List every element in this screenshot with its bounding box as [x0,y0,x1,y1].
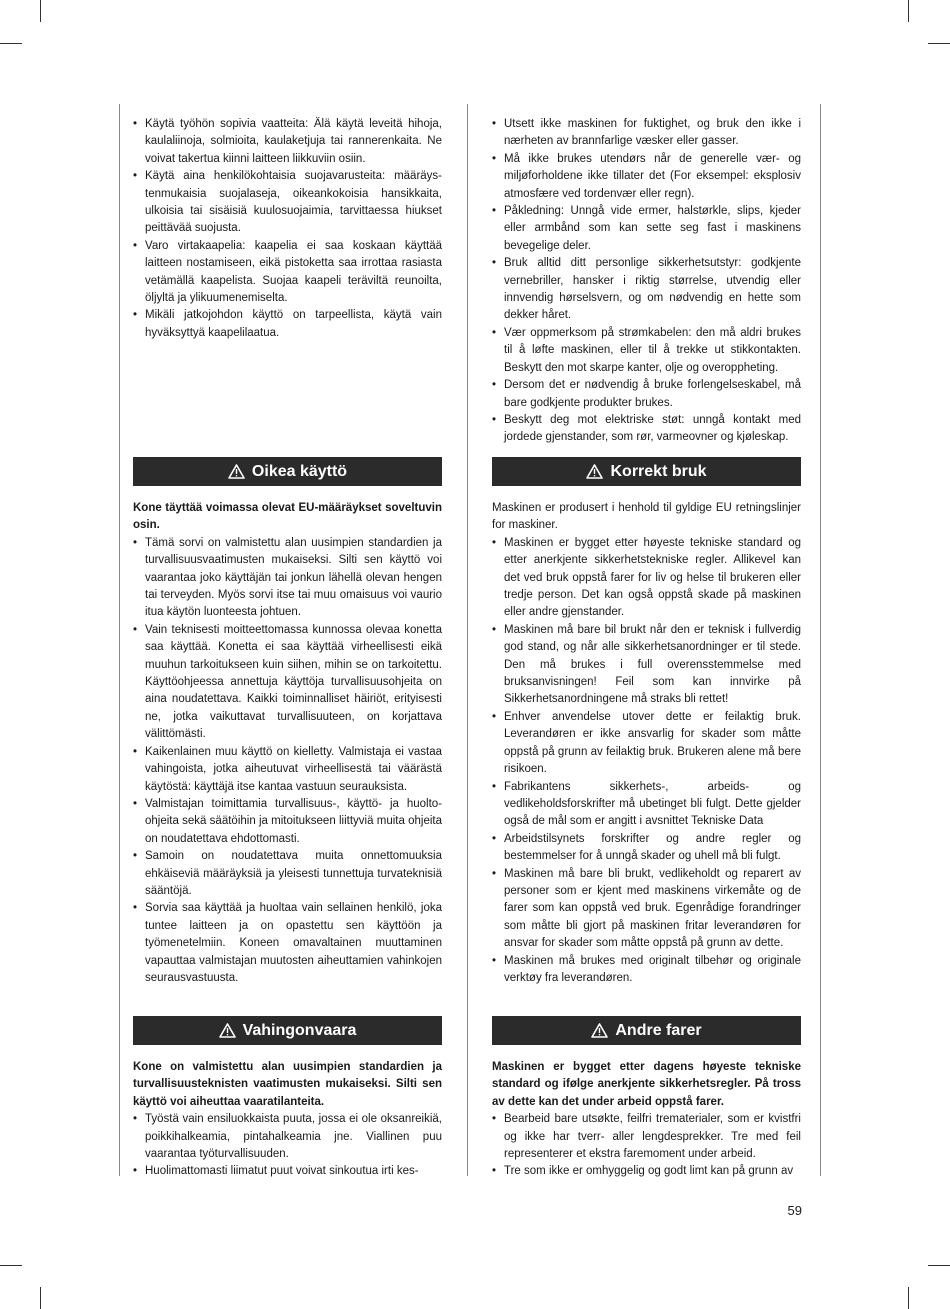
list-item: • Fabrikantens sikkerhets-, arbeids- og vedlikeholdsforskrifter må ubetinget bli fulgt. Dette gjelder også de mål som er angitt i avsnittet Tekniske Data [492,779,801,831]
section-list [133,1111,442,1181]
list-item: • Mikäli jatkojohdon käyttö on tarpeellista, käytä vain hyväksyttyä kaapelilaatua. [133,307,442,342]
list-item: • Varo virtakaapelia: kaapelia ei saa koskaan käyttää laitteen nostamiseen, eikä pistoketta saa irrottaa rasiasta vetämällä kaapelista. Suojaa kaapeli teräviltä reunoilta, öljyltä ja ylikuumenemiselta. [133,238,442,308]
list-item: • Käytä aina henkilökohtaisia suojavarusteita: määräys-tenmukaisia suojalaseja, oikeankokoisia hansikkaita, ulkoisia tai sisäisiä kuulosuojaimia, tarvittaessa hiukset peittävää suojusta. [133,168,442,238]
crop-mark [908,1287,909,1309]
list-item: • Utsett ikke maskinen for fuktighet, og bruk den ikke i nærheten av brannfarlige væsker eller gasser. [492,116,801,151]
list-item: • Sorvia saa käyttää ja huoltaa vain sellainen henkilö, joka tuntee laitteen ja on opastettu sen käyttöön ja työmenetelmiin. Koneen omavaltainen muuttaminen vapauttaa valmistajan muutosten aiheuttamien vahinkojen seurausvastuusta. [133,900,442,987]
column-rule [467,104,468,1176]
warning-triangle-icon [228,464,245,479]
section-banner-oikea-kaytto [133,457,442,486]
crop-mark [40,1287,41,1309]
list-item: • Påkledning: Unngå vide ermer, halstørkle, slips, kjeder eller armbånd som kan sette seg fast i maskinens bevegelige deler. [492,203,801,255]
section-banner-vahingonvaara [133,1016,442,1045]
list-item: • Käytä työhön sopivia vaatteita: Älä käytä leveitä hihoja, kaulaliinoja, solmioita, kaulaketjuja tai rannerenkaita. Ne voivat takertua kiinni laitteen liikkuviin osiin. [133,116,442,168]
list-item: • Dersom det er nødvendig å bruke forlengelseskabel, må bare godkjente produkter brukes. [492,377,801,412]
section-title: Vahingonvaara [242,1021,357,1039]
section-title: Andre farer [615,1021,702,1039]
right-column [492,0,801,1180]
section-list [492,535,801,988]
crop-mark [0,1265,22,1266]
section-banner-korrekt-bruk [492,457,801,486]
list-item: • Valmistajan toimittamia turvallisuus-, käyttö- ja huolto-ohjeita sekä säätöihin ja mitoitukseen liittyviä muita ohjeita on noudatettava ehdottomasti. [133,796,442,848]
list-item: • Må ikke brukes utendørs når de generelle vær- og miljøforholdene ikke tillater det (For eksempel: eksplosiv atmosfære ved tordenvær eller regn). [492,151,801,203]
crop-mark [928,43,950,44]
list-item: • Samoin on noudatettava muita onnettomuuksia ehkäiseviä määräyksiä ja yleisesti tunnettuja turvateknisiä sääntöjä. [133,848,442,900]
section-list [133,535,442,988]
list-item: • Tre som ikke er omhyggelig og godt limt kan på grunn av [492,1163,801,1180]
section-banner-andre-farer [492,1016,801,1045]
crop-mark [0,43,22,44]
column-rule [820,104,821,1176]
list-item: • Maskinen må bare bli brukt, vedlikeholdt og reparert av personer som er kjent med maskinens virkemåte og de farer som kan oppstå ved bruk. Egenrådige forandringer som måtte bli gjort på maskinen fritar leverandøren for ansvar for skader som måtte oppstå på grunn av dette. [492,866,801,953]
section-title: Korrekt bruk [610,462,707,480]
warning-triangle-icon [219,1023,236,1038]
right-intro-list [492,116,801,447]
left-section1-body [133,500,442,987]
list-item: • Kaikenlainen muu käyttö on kielletty. Valmistaja ei vastaa vahingoista, jotka aiheutuvat virheellisestä tai väärästä käytöstä: käyttäjä itse kantaa vastuun seurauksista. [133,744,442,796]
crop-mark [40,0,41,22]
right-section2-body [492,1059,801,1181]
left-column [133,0,442,1180]
list-item: • Beskytt deg mot elektriske støt: unngå kontakt med jordede gjenstander, som rør, varmeovner og kjøleskap. [492,412,801,447]
crop-mark [928,1265,950,1266]
right-section1-body [492,500,801,987]
warning-triangle-icon [586,464,603,479]
list-item: • Työstä vain ensiluokkaista puuta, jossa ei ole oksanreikiä, poikkihalkeamia, pintahalkeamia jne. Viallinen puu vaarantaa työturvallisuuden. [133,1111,442,1163]
column-rule [119,104,120,1176]
left-intro-list [133,116,442,342]
list-item: • Tämä sorvi on valmistettu alan uusimpien standardien ja turvallisuusvaatimusten mukaiseksi. Silti sen käyttö voi vaarantaa joko käyttäjän tai jonkun lähellä olevan hengen tai terveyden. Myös sorvi itse tai muu omaisuus voi vaurio itua käytön luonteesta johtuen. [133,535,442,622]
warning-triangle-icon [591,1023,608,1038]
list-item: • Huolimattomasti liimatut puut voivat sinkoutua irti kes- [133,1163,442,1180]
list-item: • Maskinen må brukes med originalt tilbehør og originale verktøy fra leverandøren. [492,953,801,988]
list-item: • Vain teknisesti moitteettomassa kunnossa olevaa konetta saa käyttää. Konetta ei saa käyttää virheellisesti eikä muuhun tarkoitukseen kuin siihen, mihin se on tarkoitettu. Käyttöohjeessa annettuja käyttöja turvallisuusohjeita on aina noudatettava. Kaikki toiminnalliset häiriöt, erityisesti ne, jotka vaikuttavat turvallisuuteen, on korjattava välittömästi. [133,622,442,744]
list-item: • Enhver anvendelse utover dette er feilaktig bruk. Leverandøren er ikke ansvarlig for skader som måtte oppstå på grunn av feilaktig bruk. Brukeren alene må bere risikoen. [492,709,801,779]
section-title: Oikea käyttö [251,462,348,480]
list-item: • Bruk alltid ditt personlige sikkerhetsutstyr: godkjente vernebriller, hansker i riktig størrelse, utvendig eller innvendig hørselsvern, og om nødvendig en hette som dekker håret. [492,255,801,325]
list-item: • Vær oppmerksom på strømkabelen: den må aldri brukes til å løfte maskinen, eller til å trekke ut stikkontakten. Beskytt den mot skarpe kanter, olje og overoppheting. [492,325,801,377]
section-lead: Kone täyttää voimassa olevat EU-määräykset soveltuvin osin. [133,502,442,532]
list-item: • Maskinen er bygget etter høyeste tekniske standard og etter anerkjente sikkerhetstekniske regler. Allikevel kan det ved bruk oppstå farer for liv og helse til brukeren eller tredje person. Det kan også oppstå skade på maskinen eller andre gjenstander. [492,535,801,622]
section-lead: Kone on valmistettu alan uusimpien standardien ja turvallisuusteknisten vaatimusten mukaiseksi. Silti sen käyttö voi aiheuttaa vaaratilanteita. [133,1061,442,1108]
section-list [492,1111,801,1181]
left-section2-body [133,1059,442,1181]
section-lead: Maskinen er produsert i henhold til gyldige EU retningslinjer for maskiner. [492,502,801,532]
list-item: • Bearbeid bare utsøkte, feilfri trematerialer, som er kvistfri og ikke har tverr- aller lengdesprekker. Tre med feil representerer et ekstra faremoment under arbeid. [492,1111,801,1163]
crop-mark [908,0,909,22]
list-item: • Maskinen må bare bil brukt når den er teknisk i fullverdig god stand, og når alle sikkerhetsanordninger er til stede. Den må brukes i full overensstemmelse med bruksanvisningen! Feil som kan innvirke på Sikkerhetsanordningene må straks bli rettet! [492,622,801,709]
list-item: • Arbeidstilsynets forskrifter og andre regler og bestemmelser for å unngå skader og uhell må bli fulgt. [492,831,801,866]
section-lead: Maskinen er bygget etter dagens høyeste tekniske standard og ifølge anerkjente sikkerhetsregler. På tross av dette kan det under arbeid oppstå farer. [492,1061,801,1108]
page-number: 59 [787,1203,802,1218]
